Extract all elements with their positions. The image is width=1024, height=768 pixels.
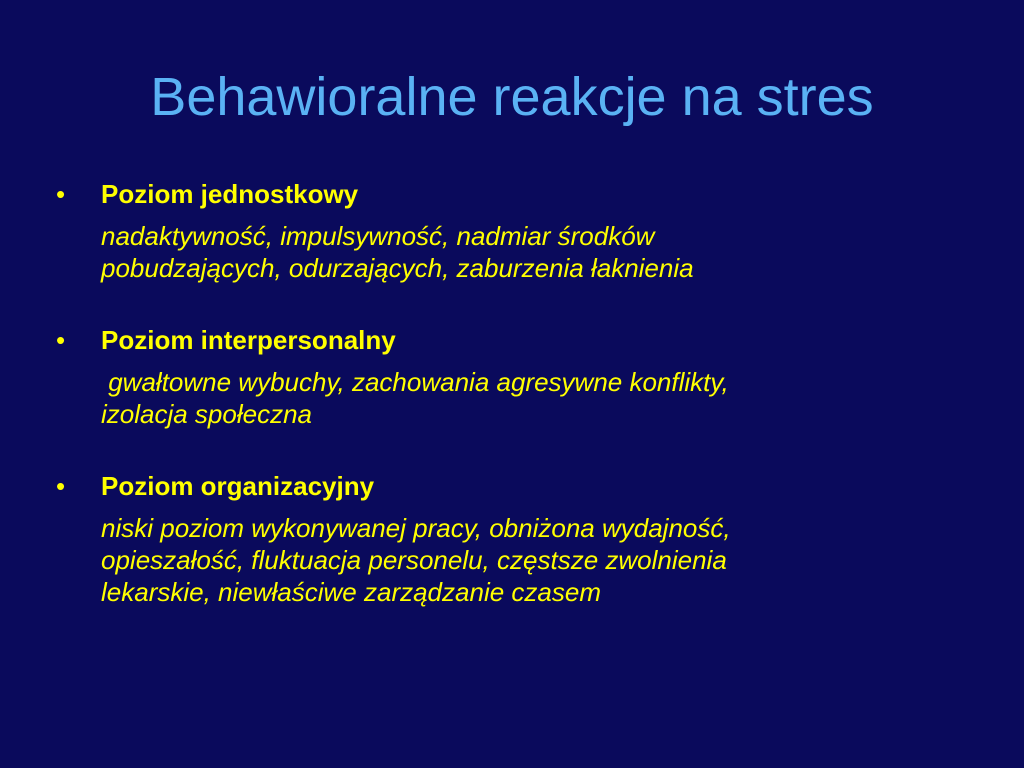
description-line: niski poziom wykonywanej pracy, obniżona wydajność, [101, 513, 731, 543]
bullet-marker: • [56, 325, 66, 355]
description-line: gwałtowne wybuchy, zachowania agresywne konflikty, [101, 367, 729, 397]
bullet-item-organizational [56, 470, 976, 608]
bullet-heading-row [56, 470, 976, 502]
description-line: nadaktywność, impulsywność, nadmiar środków [101, 221, 655, 251]
bullet-heading-row [56, 324, 976, 356]
description-line: opieszałość, fluktuacja personelu, częstsze zwolnienia [101, 545, 727, 575]
bullet-description [56, 220, 976, 284]
bullet-heading-row [56, 178, 976, 210]
bullet-list [56, 178, 976, 648]
bullet-heading: Poziom interpersonalny [101, 325, 396, 355]
bullet-description [56, 366, 976, 430]
bullet-heading: Poziom organizacyjny [101, 471, 375, 501]
description-line: lekarskie, niewłaściwe zarządzanie czasem [101, 577, 601, 607]
slide-title: Behawioralne reakcje na stres [150, 67, 874, 127]
bullet-heading: Poziom jednostkowy [101, 179, 359, 209]
bullet-item-individual [56, 178, 976, 284]
bullet-description [56, 512, 976, 608]
bullet-marker: • [56, 179, 66, 209]
description-line: pobudzających, odurzających, zaburzenia łaknienia [101, 253, 694, 283]
bullet-marker: • [56, 471, 66, 501]
description-line: izolacja społeczna [101, 399, 313, 429]
bullet-item-interpersonal [56, 324, 976, 430]
